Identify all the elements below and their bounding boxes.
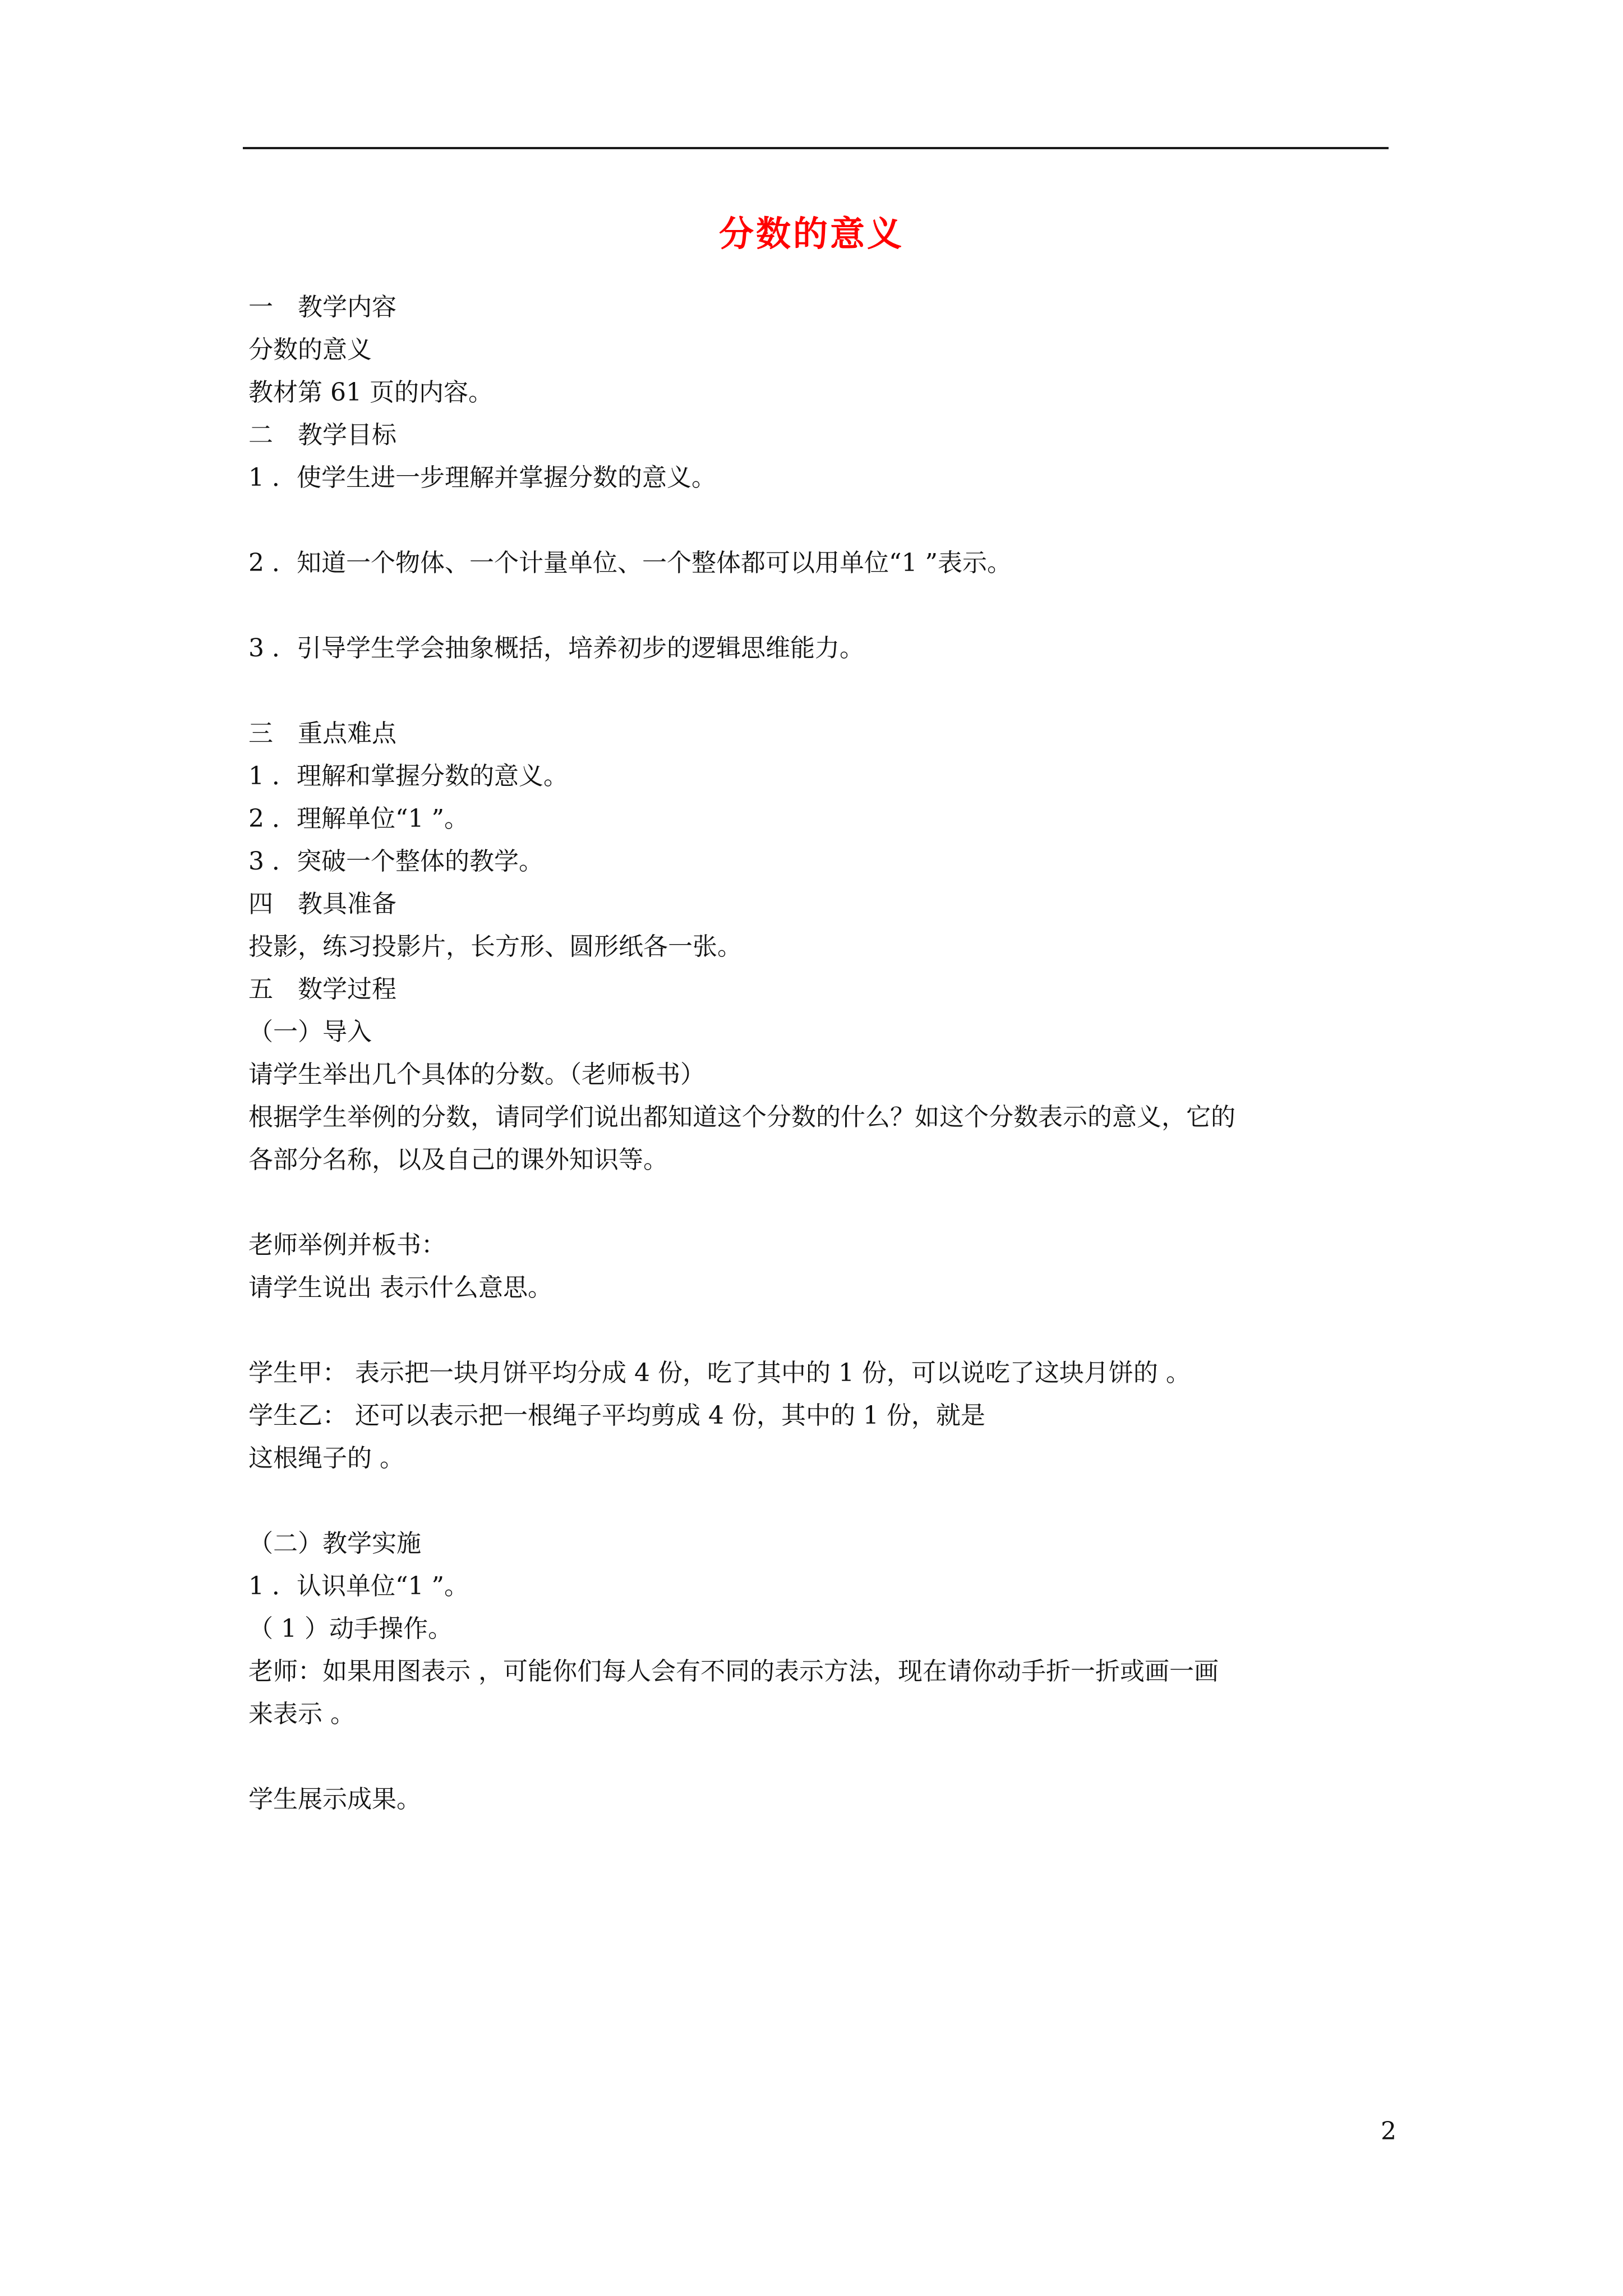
list-item: 1 ．理解和掌握分数的意义。 — [248, 762, 568, 790]
body-line: 根据学生举例的分数，请同学们说出都知道这个分数的什么？如这个分数表示的意义，它的 — [248, 1103, 1235, 1131]
list-item: （ 1 ）动手操作。 — [248, 1614, 453, 1643]
body-line: 学生展示成果。 — [248, 1785, 421, 1814]
list-item: 3 ．引导学生学会抽象概括，培养初步的逻辑思维能力。 — [248, 634, 864, 662]
list-item: 2 ．理解单位“1 ”。 — [248, 804, 469, 833]
dialogue-line: 学生甲： 表示把一块月饼平均分成 4 份，吃了其中的 1 份，可以说吃了这块月饼的 。 — [248, 1359, 1191, 1387]
blank-line — [248, 1736, 1389, 1778]
list-item: 1 ．认识单位“1 ”。 — [248, 1572, 469, 1600]
blank-line — [248, 585, 1389, 627]
section-heading: 五 数学过程 — [248, 975, 396, 1004]
dialogue-line: 学生乙： 还可以表示把一根绳子平均剪成 4 份，其中的 1 份，就是 — [248, 1401, 985, 1430]
body-line: 来表示 。 — [248, 1700, 355, 1728]
document-title: 分数的意义 — [718, 213, 904, 254]
blank-line — [248, 670, 1389, 712]
body-line: 分数的意义 — [248, 335, 372, 364]
body-line: 老师举例并板书： — [248, 1231, 446, 1259]
blank-line — [248, 1309, 1389, 1352]
section-heading: 一 教学内容 — [248, 293, 396, 321]
blank-line — [248, 1181, 1389, 1224]
body-line: 老师：如果用图表示 ，可能你们每人会有不同的表示方法，现在请你动手折一折或画一画 — [248, 1657, 1219, 1686]
subsection-heading: （二）教学实施 — [248, 1529, 421, 1558]
list-item: 2 ．知道一个物体、一个计量单位、一个整体都可以用单位“1 ”表示。 — [248, 549, 1012, 577]
page-number: 2 — [1381, 2117, 1396, 2146]
body-line: 各部分名称，以及自己的课外知识等。 — [248, 1145, 668, 1174]
subsection-heading: （一）导入 — [248, 1018, 372, 1046]
section-heading: 三 重点难点 — [248, 719, 396, 748]
section-heading: 二 教学目标 — [248, 421, 396, 449]
blank-line — [248, 1480, 1389, 1522]
section-heading: 四 教具准备 — [248, 890, 396, 918]
blank-line — [248, 499, 1389, 542]
body-line: 请学生举出几个具体的分数。（老师板书） — [248, 1060, 705, 1089]
list-item: 1 ．使学生进一步理解并掌握分数的意义。 — [248, 463, 716, 492]
body-line: 教材第 61 页的内容。 — [248, 378, 493, 407]
dialogue-line: 这根绳子的 。 — [248, 1444, 404, 1473]
document-body — [248, 286, 1389, 1821]
body-line: 请学生说出 表示什么意思。 — [248, 1273, 552, 1302]
list-item: 3 ．突破一个整体的教学。 — [248, 847, 543, 876]
header-rule — [243, 147, 1389, 149]
body-line: 投影，练习投影片，长方形、圆形纸各一张。 — [248, 932, 742, 961]
